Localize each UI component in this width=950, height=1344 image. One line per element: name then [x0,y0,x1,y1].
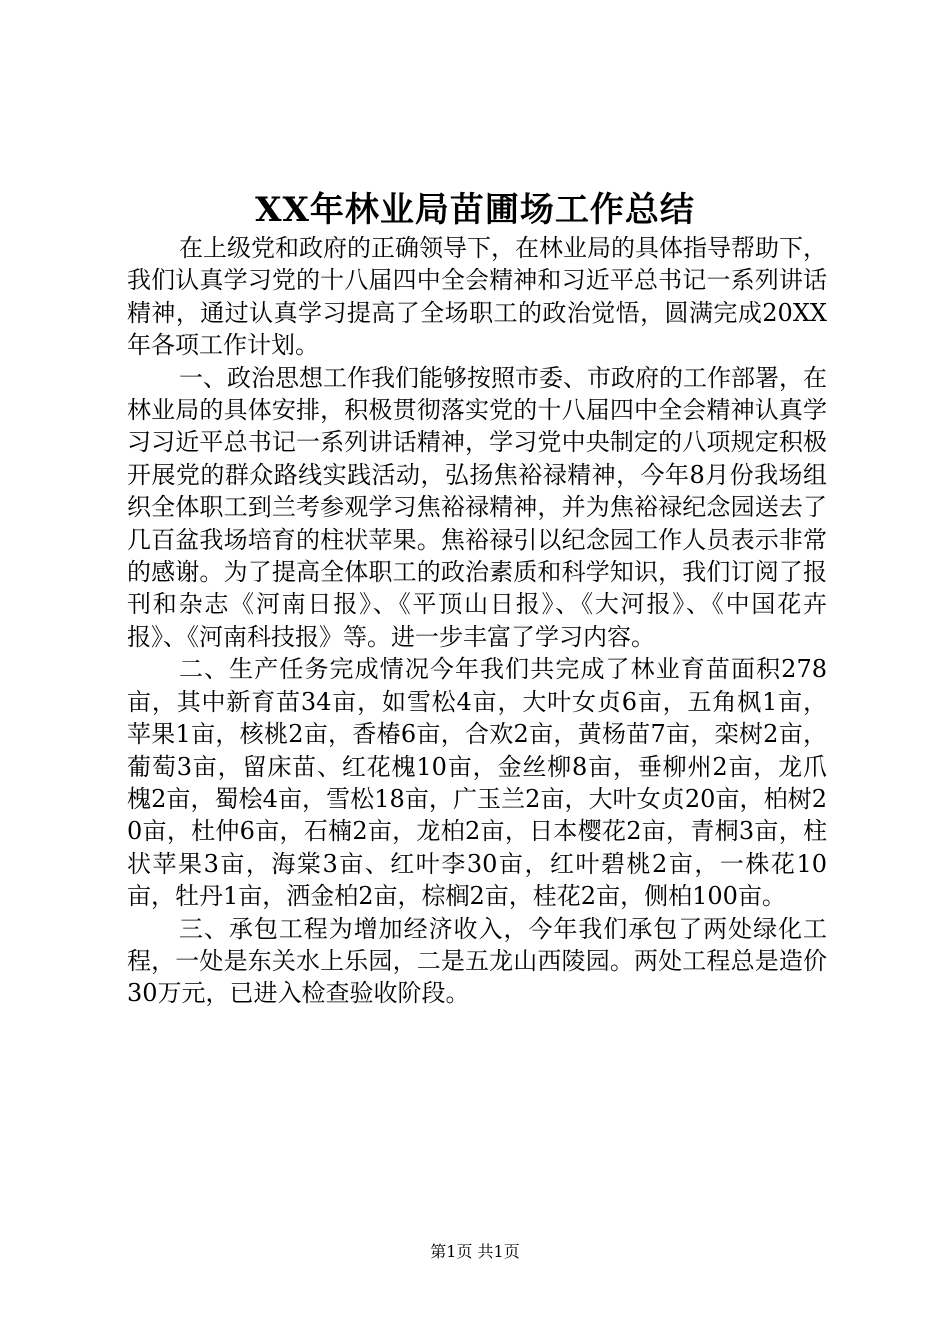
document-title: XX年林业局苗圃场工作总结 [255,190,695,230]
document-body [127,232,827,1010]
paragraph-production-tasks: 二、生产任务完成情况今年我们共完成了林业育苗面积278亩，其中新育苗34亩，如雪松4亩，大叶女贞6亩，五角枫1亩，苹果1亩，核桃2亩，香椿6亩，合欢2亩，黄杨苗7亩，栾树2亩，葡萄3亩，留床苗、红花槐10亩，金丝柳8亩，垂柳州2亩，龙爪槐2亩，蜀桧4亩，雪松18亩，广玉兰2亩，大叶女贞20亩，柏树20亩，杜仲6亩，石楠2亩，龙柏2亩，日本樱花2亩，青桐3亩，柱状苹果3亩，海棠3亩、红叶李30亩，红叶碧桃2亩，一株花10亩，牡丹1亩，洒金柏2亩，棕榈2亩，桂花2亩，侧柏100亩。 [127,655,827,911]
page-number-footer: 第1页 共1页 [430,1242,520,1261]
paragraph-contract-projects: 三、承包工程为增加经济收入，今年我们承包了两处绿化工程，一处是东关水上乐园，二是五龙山西陵园。两处工程总是造价30万元，已进入检查验收阶段。 [127,914,827,1008]
paragraph-intro: 在上级党和政府的正确领导下，在林业局的具体指导帮助下，我们认真学习党的十八届四中全会精神和习近平总书记一系列讲话精神，通过认真学习提高了全场职工的政治觉悟，圆满完成20XX年各项工作计划。 [127,234,827,360]
paragraph-political-work: 一、政治思想工作我们能够按照市委、市政府的工作部署，在林业局的具体安排，积极贯彻落实党的十八届四中全会精神认真学习习近平总书记一系列讲话精神，学习党中央制定的八项规定积极开展党的群众路线实践活动，弘扬焦裕禄精神，今年8月份我场组织全体职工到兰考参观学习焦裕禄精神，并为焦裕禄纪念园送去了几百盆我场培育的柱状苹果。焦裕禄引以纪念园工作人员表示非常的感谢。为了提高全体职工的政治素质和科学知识，我们订阅了报刊和杂志《河南日报》、《平顶山日报》、《大河报》、《中国花卉报》、《河南科技报》等。进一步丰富了学习内容。 [127,363,827,651]
